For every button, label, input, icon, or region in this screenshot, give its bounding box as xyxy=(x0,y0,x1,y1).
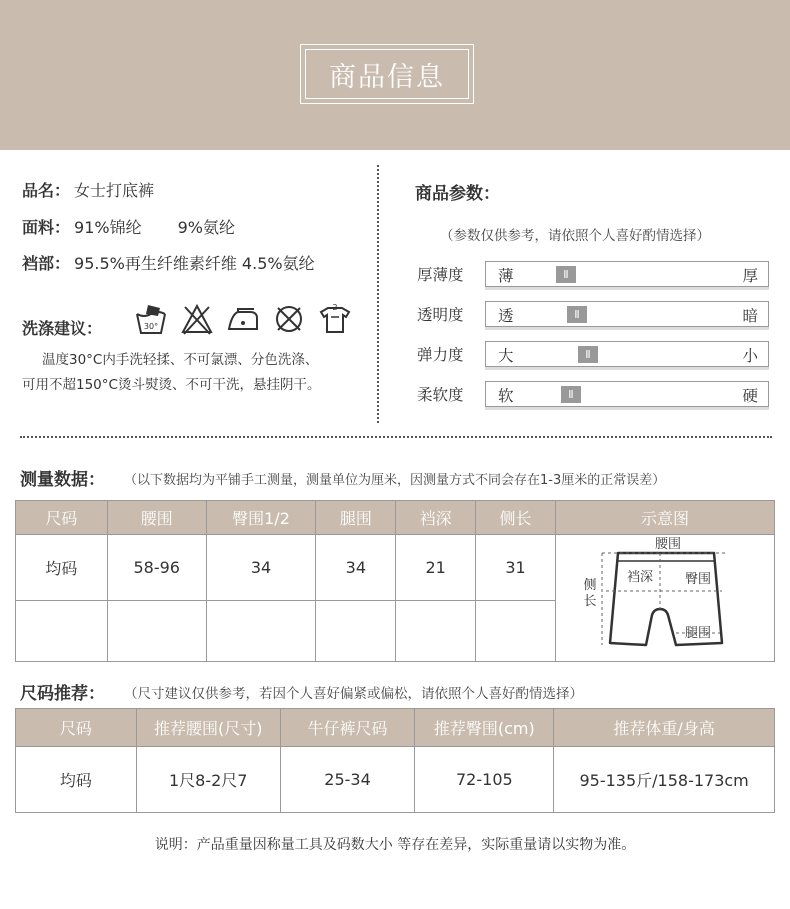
product-fabric: 面料： 91%锦纶 9%氨纶 xyxy=(22,218,235,237)
param-bar: 软 Ⅱ 硬 xyxy=(485,381,769,407)
params-note: （参数仅供参考，请依照个人喜好酌情选择） xyxy=(440,228,710,244)
table-cell: 95-135斤/158-173cm xyxy=(554,747,775,813)
col-header: 示意图 xyxy=(555,501,774,535)
measure-table xyxy=(15,500,775,662)
product-name: 品名： 女士打底裤 xyxy=(22,181,155,200)
table-cell: 34 xyxy=(316,535,396,601)
param-bar: 透 Ⅱ 暗 xyxy=(485,301,769,327)
param-bar: 薄 Ⅱ 厚 xyxy=(485,261,769,287)
no-dry-clean-icon xyxy=(272,302,306,336)
wash-title: 洗涤建议： xyxy=(22,319,103,338)
col-header: 尺码 xyxy=(16,709,137,747)
vertical-divider xyxy=(377,165,379,423)
col-header: 腿围 xyxy=(316,501,396,535)
footer-note: 说明：产品重量因称量工具及码数大小 等存在差异，实际重量请以实物为准。 xyxy=(154,837,636,853)
table-cell: 均码 xyxy=(16,535,108,601)
page-title: 商品信息 xyxy=(305,49,469,99)
recommend-note: （尺寸建议仅供参考，若因个人喜好偏紧或偏松，请依照个人喜好酌情选择） xyxy=(124,686,583,702)
param-bar: 大 Ⅱ 小 xyxy=(485,341,769,367)
hang-dry-icon xyxy=(318,302,352,336)
svg-text:臀围: 臀围 xyxy=(685,572,712,587)
param-row-elasticity xyxy=(417,341,769,367)
table-cell: 72-105 xyxy=(415,747,554,813)
param-row-thickness xyxy=(417,261,769,287)
param-knob: Ⅱ xyxy=(578,346,598,363)
param-label: 柔软度 xyxy=(417,386,464,404)
wash-line-2: 可用不超150°C烫斗熨烫、不可干洗，悬挂阴干。 xyxy=(22,377,321,393)
col-header: 推荐体重/身高 xyxy=(554,709,775,747)
table-cell: 34 xyxy=(206,535,316,601)
svg-text:2: 2 xyxy=(332,303,338,312)
table-row xyxy=(16,535,775,601)
param-row-softness xyxy=(417,381,769,407)
measure-title: 测量数据： xyxy=(20,470,105,490)
measure-note: （以下数据均为平铺手工测量，测量单位为厘米，因测量方式不同会存在1-3厘米的正常误差） xyxy=(124,473,666,488)
col-header: 推荐臀围(cm) xyxy=(415,709,554,747)
table-cell: 均码 xyxy=(16,747,137,813)
recommend-title: 尺码推荐： xyxy=(20,684,105,704)
param-label: 厚薄度 xyxy=(417,266,464,284)
col-header: 侧长 xyxy=(476,501,556,535)
svg-text:腰围: 腰围 xyxy=(655,537,682,552)
param-label: 弹力度 xyxy=(417,346,464,364)
shorts-diagram xyxy=(556,535,773,657)
table-cell: 25-34 xyxy=(280,747,415,813)
col-header: 裆深 xyxy=(396,501,476,535)
col-header: 推荐腰围(尺寸) xyxy=(136,709,280,747)
param-knob: Ⅱ xyxy=(567,306,587,323)
wash-line-1: 温度30°C内手洗轻揉、不可氯漂、分色洗涤、 xyxy=(42,352,319,368)
iron-low-icon xyxy=(226,302,260,336)
params-title: 商品参数： xyxy=(415,184,500,204)
wash-icons xyxy=(134,302,352,336)
svg-text:长: 长 xyxy=(583,594,597,609)
svg-text:30°: 30° xyxy=(143,322,159,331)
param-row-transparency xyxy=(417,301,769,327)
col-header: 尺码 xyxy=(16,501,108,535)
hand-wash-30-icon xyxy=(134,302,168,336)
table-cell: 58-96 xyxy=(107,535,206,601)
col-header: 牛仔裤尺码 xyxy=(280,709,415,747)
product-crotch: 裆部： 95.5%再生纤维素纤维 4.5%氨纶 xyxy=(22,254,315,273)
col-header: 臀围1/2 xyxy=(206,501,316,535)
recommend-table xyxy=(15,708,775,813)
table-cell: 31 xyxy=(476,535,556,601)
table-cell: 1尺8-2尺7 xyxy=(136,747,280,813)
svg-text:侧: 侧 xyxy=(583,578,597,593)
recommend-header-row xyxy=(16,709,775,747)
col-header: 腰围 xyxy=(107,501,206,535)
table-row xyxy=(16,747,775,813)
svg-text:裆深: 裆深 xyxy=(627,570,654,585)
svg-text:腿围: 腿围 xyxy=(685,626,712,641)
no-bleach-icon xyxy=(180,302,214,336)
table-cell: 21 xyxy=(396,535,476,601)
measure-header-row xyxy=(16,501,775,535)
diagram-cell xyxy=(555,535,774,662)
param-knob: Ⅱ xyxy=(556,266,576,283)
param-label: 透明度 xyxy=(417,306,464,324)
param-knob: Ⅱ xyxy=(561,386,581,403)
horizontal-divider xyxy=(20,436,772,438)
